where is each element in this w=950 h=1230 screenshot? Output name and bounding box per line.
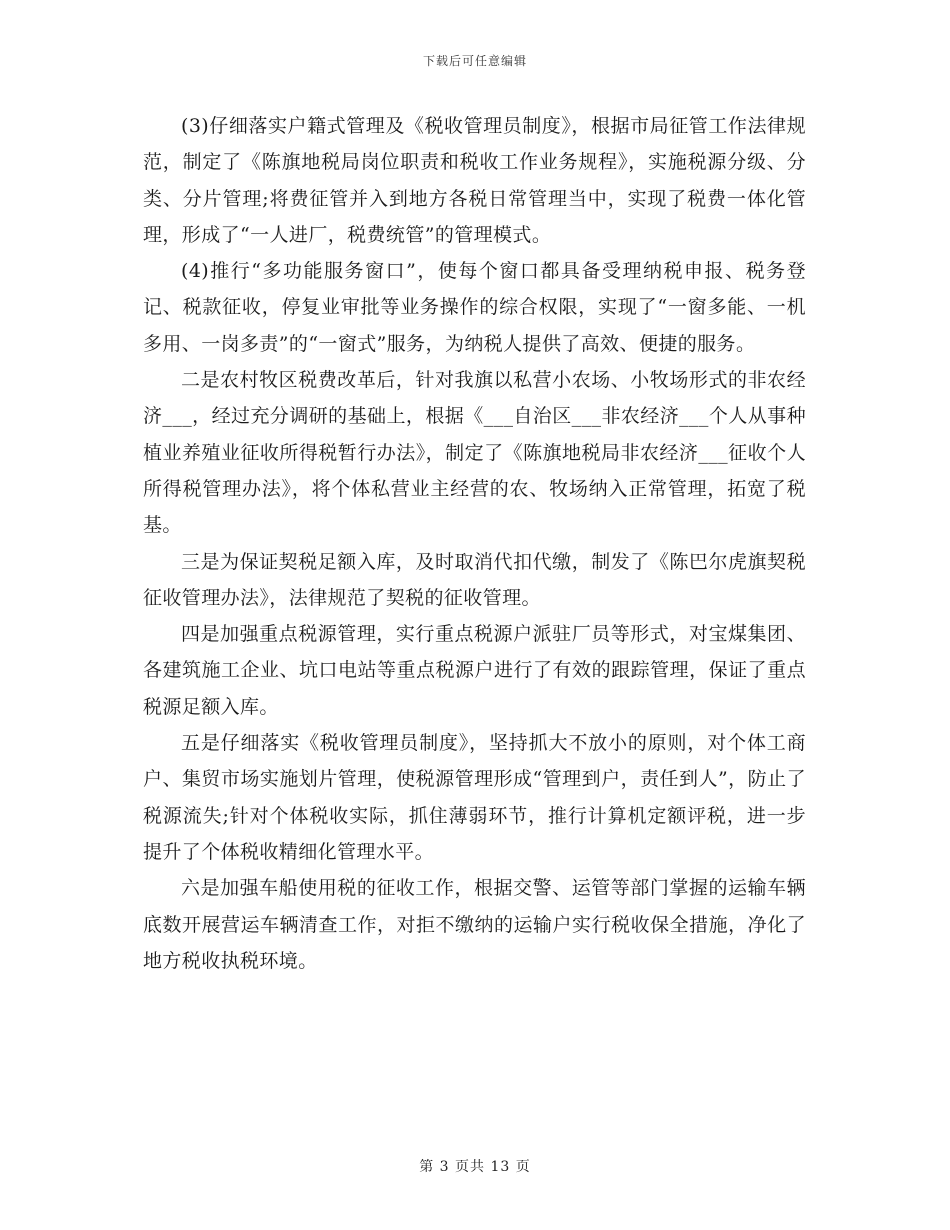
paragraph-3: (3)仔细落实户籍式管理及《税收管理员制度》，根据市局征管工作法律规范，制定了《陈旗地税局岗位职责和税收工作业务规程》，实施税源分级、分类、分片管理;将费征管并入到地方各税日常管理当中，实现了税费一体化管理，形成了“一人进厂，税费统管”的管理模式。 [143,115,806,246]
page-header: 下载后可任意编辑 [422,54,527,68]
paragraph-tax-administrator-system: 五是仔细落实《税收管理员制度》，坚持抓大不放小的原则，对个体工商户、集贸市场实施划片管理，使税源管理形成“管理到户，责任到人”，防止了税源流失;针对个体税收实际，抓住薄弱环节，推行计算机定额评税，进一步提升了个体税收精细化管理水平。 [143,732,806,863]
paragraph-4: (4)推行“多功能服务窗口”，使每个窗口都具备受理纳税申报、税务登记、税款征收，停复业审批等业务操作的综合权限，实现了“一窗多能、一机多用、一岗多责”的“一窗式”服务，为纳税人提供了高效、便捷的服务。 [143,260,806,355]
page-number: 第 3 页共 13 页 [419,1159,531,1175]
paragraph-rural-tax-reform: 二是农村牧区税费改革后，针对我旗以私营小农场、小牧场形式的非农经济___，经过充分调研的基础上，根据《___自治区___非农经济___个人从事种植业养殖业征收所得税暂行办法》，制定了《陈旗地税局非农经济___征收个人所得税管理办法》，将个体私营业主经营的农、牧场纳入正常管理，拓宽了税基。 [143,369,806,537]
paragraph-key-tax-sources: 四是加强重点税源管理，实行重点税源户派驻厂员等形式，对宝煤集团、各建筑施工企业、坑口电站等重点税源户进行了有效的跟踪管理，保证了重点税源足额入库。 [143,623,806,718]
body-text [143,108,806,979]
paragraph-vehicle-tax: 六是加强车船使用税的征收工作，根据交警、运管等部门掌握的运输车辆底数开展营运车辆清查工作，对拒不缴纳的运输户实行税收保全措施，净化了地方税收执税环境。 [143,877,806,972]
paragraph-deed-tax: 三是为保证契税足额入库，及时取消代扣代缴，制发了《陈巴尔虎旗契税征收管理办法》，法律规范了契税的征收管理。 [143,550,806,609]
